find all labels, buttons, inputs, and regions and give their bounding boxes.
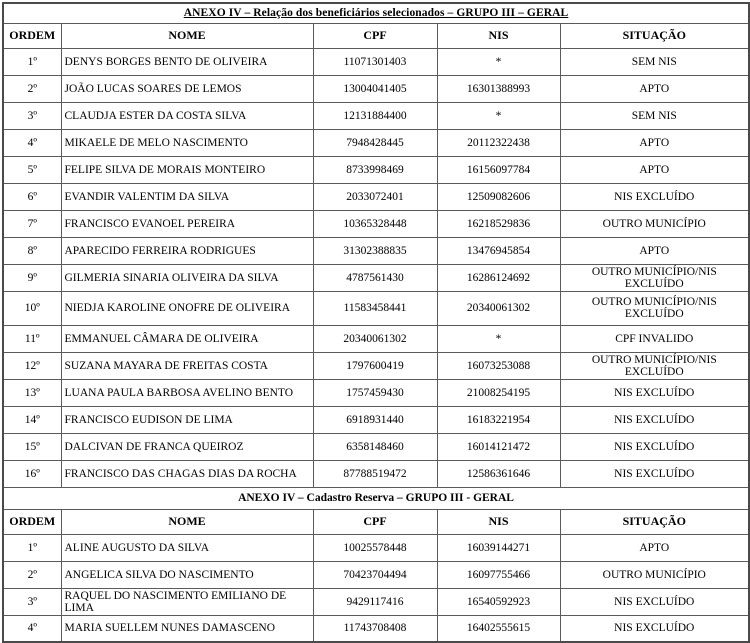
cell-situacao: SEM NIS — [560, 48, 749, 75]
cell-cpf: 11583458441 — [313, 291, 437, 325]
cell-nome: CLAUDJA ESTER DA COSTA SILVA — [61, 102, 313, 129]
cell-situacao: OUTRO MUNICÍPIO/NIS EXCLUÍDO — [560, 352, 749, 379]
cell-ordem: 10º — [3, 291, 61, 325]
cell-nis: 16156097784 — [437, 156, 560, 183]
section1-title-row — [3, 3, 749, 23]
table-row — [3, 75, 749, 102]
cell-nome: FELIPE SILVA DE MORAIS MONTEIRO — [61, 156, 313, 183]
table-row — [3, 48, 749, 75]
table-row — [3, 460, 749, 487]
cell-ordem: 12º — [3, 352, 61, 379]
cell-cpf: 6358148460 — [313, 433, 437, 460]
column-header-cpf: CPF — [313, 509, 437, 534]
table-row — [3, 183, 749, 210]
cell-situacao: APTO — [560, 129, 749, 156]
column-header-nis: NIS — [437, 23, 560, 48]
cell-nome: DENYS BORGES BENTO DE OLIVEIRA — [61, 48, 313, 75]
cell-ordem: 5º — [3, 156, 61, 183]
cell-nis: 16540592923 — [437, 588, 560, 615]
column-header-ordem: ORDEM — [3, 509, 61, 534]
table-row — [3, 433, 749, 460]
cell-nome: ALINE AUGUSTO DA SILVA — [61, 534, 313, 561]
cell-cpf: 10365328448 — [313, 210, 437, 237]
cell-nome: RAQUEL DO NASCIMENTO EMILIANO DE LIMA — [61, 588, 313, 615]
cell-nis: 21008254195 — [437, 379, 560, 406]
cell-nis: * — [437, 325, 560, 352]
cell-cpf: 8733998469 — [313, 156, 437, 183]
cell-cpf: 6918931440 — [313, 406, 437, 433]
cell-nis: 12509082606 — [437, 183, 560, 210]
cell-situacao: NIS EXCLUÍDO — [560, 588, 749, 615]
column-header-cpf: CPF — [313, 23, 437, 48]
cell-nome: FRANCISCO EUDISON DE LIMA — [61, 406, 313, 433]
table-row — [3, 129, 749, 156]
cell-nome: LUANA PAULA BARBOSA AVELINO BENTO — [61, 379, 313, 406]
cell-situacao: OUTRO MUNICÍPIO/NIS EXCLUÍDO — [560, 291, 749, 325]
cell-nome: SUZANA MAYARA DE FREITAS COSTA — [61, 352, 313, 379]
cell-cpf: 1797600419 — [313, 352, 437, 379]
cell-nis: * — [437, 48, 560, 75]
table-row — [3, 615, 749, 642]
cell-cpf: 9429117416 — [313, 588, 437, 615]
column-header-nome: NOME — [61, 509, 313, 534]
cell-ordem: 8º — [3, 237, 61, 264]
section2-title: ANEXO IV – Cadastro Reserva – GRUPO III - GERAL — [3, 487, 749, 509]
cell-nis: 20340061302 — [437, 291, 560, 325]
cell-cpf: 31302388835 — [313, 237, 437, 264]
cell-situacao: NIS EXCLUÍDO — [560, 183, 749, 210]
cell-ordem: 4º — [3, 129, 61, 156]
cell-situacao: NIS EXCLUÍDO — [560, 379, 749, 406]
section1-title — [3, 3, 749, 23]
cell-nome: EVANDIR VALENTIM DA SILVA — [61, 183, 313, 210]
cell-ordem: 2º — [3, 75, 61, 102]
cell-nome: GILMERIA SINARIA OLIVEIRA DA SILVA — [61, 264, 313, 291]
cell-situacao: OUTRO MUNICÍPIO — [560, 561, 749, 588]
cell-ordem: 1º — [3, 48, 61, 75]
cell-ordem: 7º — [3, 210, 61, 237]
cell-situacao: APTO — [560, 534, 749, 561]
section2-header-row — [3, 509, 749, 534]
cell-nome: APARECIDO FERREIRA RODRIGUES — [61, 237, 313, 264]
cell-ordem: 1º — [3, 534, 61, 561]
column-header-nis: NIS — [437, 509, 560, 534]
cell-cpf: 12131884400 — [313, 102, 437, 129]
table-row — [3, 534, 749, 561]
cell-cpf: 2033072401 — [313, 183, 437, 210]
section1-title-text: ANEXO IV – Relação dos beneficiários selecionados – GRUPO III – GERAL — [183, 7, 569, 20]
cell-ordem: 16º — [3, 460, 61, 487]
cell-nome: FRANCISCO DAS CHAGAS DIAS DA ROCHA — [61, 460, 313, 487]
cell-cpf: 13004041405 — [313, 75, 437, 102]
cell-ordem: 14º — [3, 406, 61, 433]
table-row — [3, 588, 749, 615]
cell-nis: * — [437, 102, 560, 129]
cell-ordem: 2º — [3, 561, 61, 588]
cell-nis: 16097755466 — [437, 561, 560, 588]
cell-cpf: 11071301403 — [313, 48, 437, 75]
cell-cpf: 87788519472 — [313, 460, 437, 487]
table-row — [3, 210, 749, 237]
cell-nis: 16183221954 — [437, 406, 560, 433]
cell-nome: EMMANUEL CÂMARA DE OLIVEIRA — [61, 325, 313, 352]
table-row — [3, 379, 749, 406]
cell-ordem: 9º — [3, 264, 61, 291]
cell-ordem: 13º — [3, 379, 61, 406]
column-header-situacao: SITUAÇÃO — [560, 23, 749, 48]
beneficiaries-table — [2, 2, 750, 643]
table-row — [3, 102, 749, 129]
cell-nis: 16039144271 — [437, 534, 560, 561]
table-row — [3, 352, 749, 379]
cell-nome: ANGELICA SILVA DO NASCIMENTO — [61, 561, 313, 588]
cell-situacao: APTO — [560, 75, 749, 102]
cell-nis: 16301388993 — [437, 75, 560, 102]
cell-ordem: 4º — [3, 615, 61, 642]
cell-situacao: OUTRO MUNICÍPIO/NIS EXCLUÍDO — [560, 264, 749, 291]
cell-nome: FRANCISCO EVANOEL PEREIRA — [61, 210, 313, 237]
cell-nis: 16218529836 — [437, 210, 560, 237]
cell-nis: 13476945854 — [437, 237, 560, 264]
table-row — [3, 325, 749, 352]
table-row — [3, 561, 749, 588]
cell-nome: MARIA SUELLEM NUNES DAMASCENO — [61, 615, 313, 642]
cell-ordem: 15º — [3, 433, 61, 460]
cell-cpf: 10025578448 — [313, 534, 437, 561]
cell-nome: JOÃO LUCAS SOARES DE LEMOS — [61, 75, 313, 102]
table-row — [3, 291, 749, 325]
cell-nis: 16014121472 — [437, 433, 560, 460]
cell-ordem: 11º — [3, 325, 61, 352]
cell-cpf: 70423704494 — [313, 561, 437, 588]
cell-nome: NIEDJA KAROLINE ONOFRE DE OLIVEIRA — [61, 291, 313, 325]
cell-nis: 16402555615 — [437, 615, 560, 642]
cell-situacao: APTO — [560, 237, 749, 264]
cell-situacao: OUTRO MUNICÍPIO — [560, 210, 749, 237]
cell-situacao: NIS EXCLUÍDO — [560, 615, 749, 642]
cell-ordem: 3º — [3, 102, 61, 129]
cell-cpf: 1757459430 — [313, 379, 437, 406]
cell-ordem: 3º — [3, 588, 61, 615]
cell-nome: DALCIVAN DE FRANCA QUEIROZ — [61, 433, 313, 460]
cell-situacao: SEM NIS — [560, 102, 749, 129]
cell-situacao: CPF INVALIDO — [560, 325, 749, 352]
table-row — [3, 237, 749, 264]
cell-situacao: NIS EXCLUÍDO — [560, 433, 749, 460]
table-row — [3, 156, 749, 183]
table-row — [3, 406, 749, 433]
cell-nis: 20112322438 — [437, 129, 560, 156]
column-header-situacao: SITUAÇÃO — [560, 509, 749, 534]
cell-nome: MIKAELE DE MELO NASCIMENTO — [61, 129, 313, 156]
cell-nis: 12586361646 — [437, 460, 560, 487]
column-header-ordem: ORDEM — [3, 23, 61, 48]
section1-header-row — [3, 23, 749, 48]
cell-situacao: APTO — [560, 156, 749, 183]
cell-nis: 16286124692 — [437, 264, 560, 291]
table-row — [3, 264, 749, 291]
cell-situacao: NIS EXCLUÍDO — [560, 460, 749, 487]
section2-title-row — [3, 487, 749, 509]
cell-cpf: 20340061302 — [313, 325, 437, 352]
cell-situacao: NIS EXCLUÍDO — [560, 406, 749, 433]
cell-cpf: 7948428445 — [313, 129, 437, 156]
table-body — [3, 3, 749, 642]
column-header-nome: NOME — [61, 23, 313, 48]
cell-cpf: 4787561430 — [313, 264, 437, 291]
cell-nis: 16073253088 — [437, 352, 560, 379]
cell-cpf: 11743708408 — [313, 615, 437, 642]
cell-ordem: 6º — [3, 183, 61, 210]
